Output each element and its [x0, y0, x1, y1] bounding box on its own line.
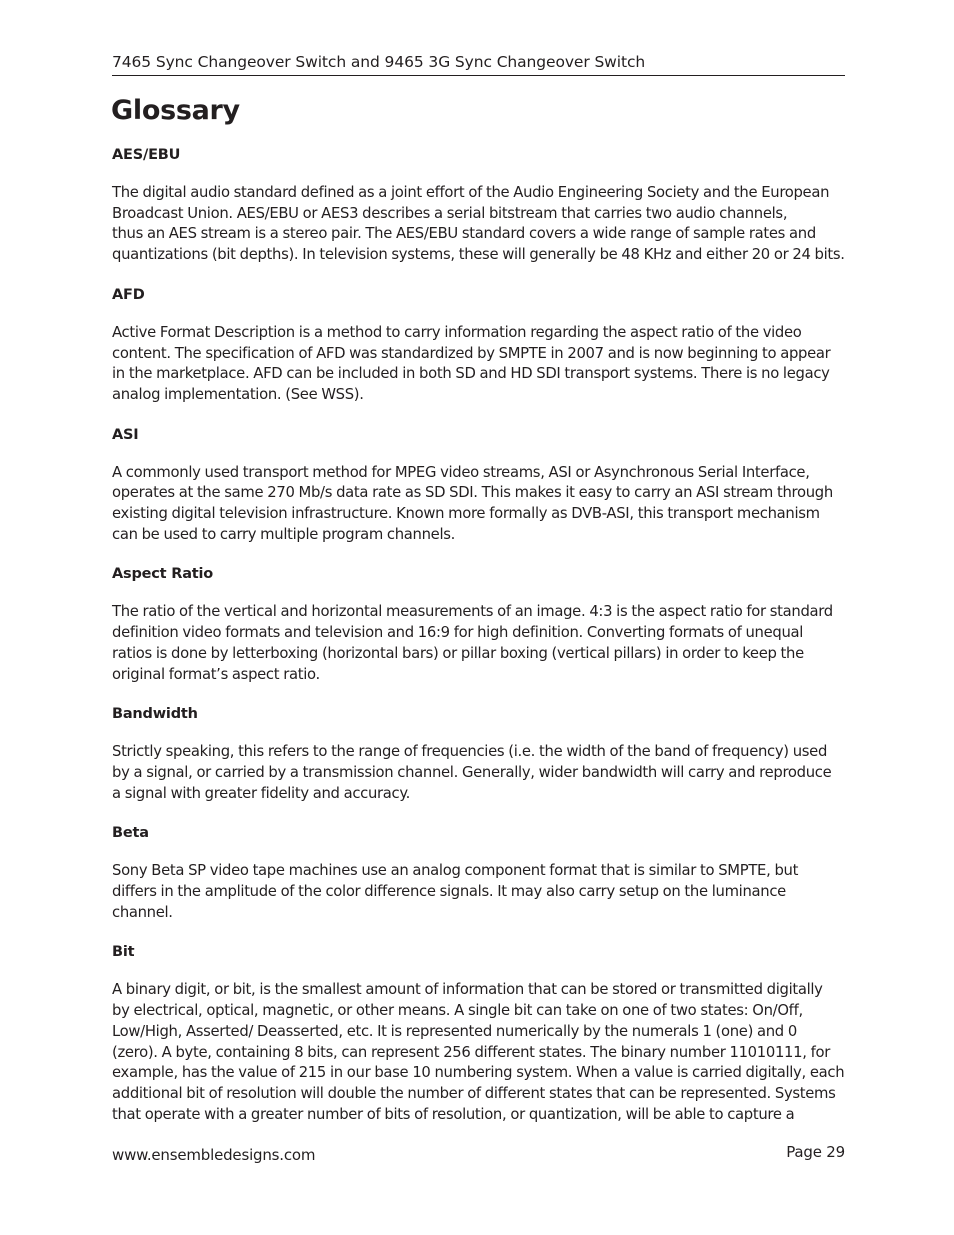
definition-line: ratios is done by letterboxing (horizontal bars) or pillar boxing (vertical pillars) in order to keep the: [112, 644, 804, 662]
definition-line: existing digital television infrastructure. Known more formally as DVB-ASI, this transport mechanism: [112, 505, 820, 523]
header-rule: [112, 75, 845, 76]
page-title: Glossary: [111, 95, 240, 126]
glossary-definition: [112, 463, 852, 546]
definition-line: a signal with greater fidelity and accuracy.: [112, 784, 411, 802]
definition-line: Active Format Description is a method to carry information regarding the aspect ratio of the video: [112, 323, 802, 341]
glossary-entry: [112, 563, 852, 685]
glossary-entry: [112, 144, 852, 266]
definition-line: by a signal, or carried by a transmission channel. Generally, wider bandwidth will carry and reproduce: [112, 763, 832, 781]
glossary-entry: [112, 703, 852, 804]
definition-line: A binary digit, or bit, is the smallest amount of information that can be stored or transmitted digitally: [112, 981, 823, 999]
glossary-term: Bandwidth: [112, 706, 198, 723]
glossary-term: Bit: [112, 944, 135, 961]
glossary-definition: [112, 183, 852, 266]
footer-url[interactable]: www.ensembledesigns.com: [112, 1146, 316, 1164]
definition-line: Low/High, Asserted/ Deasserted, etc. It is represented numerically by the numerals 1 (one) and 0: [112, 1022, 797, 1040]
definition-line: thus an AES stream is a stereo pair. The AES/EBU standard covers a wide range of sample rates and: [112, 225, 816, 243]
page-number: Page 29: [786, 1143, 845, 1161]
definition-line: definition video formats and television and 16:9 for high definition. Converting formats of unequal: [112, 624, 804, 642]
glossary-definition: [112, 602, 852, 685]
definition-line: channel.: [112, 903, 173, 921]
definition-line: The ratio of the vertical and horizontal measurements of an image. 4:3 is the aspect ratio for standard: [112, 603, 833, 621]
definition-line: additional bit of resolution will double the number of different states that can be represented. Systems: [112, 1084, 836, 1102]
glossary-definition: [112, 742, 852, 804]
definition-line: in the marketplace. AFD can be included in both SD and HD SDI transport systems. There is no legacy: [112, 365, 830, 383]
definition-line: example, has the value of 215 in our base 10 numbering system. When a value is carried digitally, each: [112, 1064, 845, 1082]
definition-line: The digital audio standard defined as a joint effort of the Audio Engineering Society and the European: [112, 184, 830, 201]
glossary-term: Beta: [112, 825, 149, 842]
definition-line: analog implementation. (See WSS).: [112, 385, 364, 403]
definition-line: Strictly speaking, this refers to the range of frequencies (i.e. the width of the band of frequency) used: [112, 743, 828, 761]
glossary-entry: [112, 941, 852, 1125]
definition-line: Broadcast Union. AES/EBU or AES3 describes a serial bitstream that carries two audio channels,: [112, 204, 788, 222]
definition-line: A commonly used transport method for MPEG video streams, ASI or Asynchronous Serial Interface,: [112, 463, 810, 481]
definition-line: by electrical, optical, magnetic, or other means. A single bit can take on one of two states: On/Off,: [112, 1002, 803, 1020]
definition-line: quantizations (bit depths). In television systems, these will generally be 48 KHz and either 20 or 24 bits.: [112, 246, 845, 264]
definition-line: Sony Beta SP video tape machines use an analog component format that is similar to SMPTE, but: [112, 862, 799, 880]
glossary-definition: [112, 980, 852, 1125]
glossary-entries: [112, 144, 852, 1125]
glossary-entry: [112, 284, 852, 406]
glossary-entry: [112, 424, 852, 546]
glossary-definition: [112, 861, 852, 923]
glossary-term: AES/EBU: [112, 147, 181, 163]
definition-line: differs in the amplitude of the color difference signals. It may also carry setup on the luminance: [112, 883, 786, 901]
definition-line: can be used to carry multiple program channels.: [112, 525, 456, 543]
glossary-term: Aspect Ratio: [112, 566, 214, 583]
definition-line: that operate with a greater number of bits of resolution, or quantization, will be able to capture a: [112, 1105, 795, 1123]
glossary-term: ASI: [112, 426, 139, 443]
glossary-term: AFD: [112, 286, 145, 303]
definition-line: operates at the same 270 Mb/s data rate as SD SDI. This makes it easy to carry an ASI stream through: [112, 484, 833, 502]
glossary-definition: [112, 323, 852, 406]
definition-line: original format’s aspect ratio.: [112, 665, 320, 683]
glossary-entry: [112, 822, 852, 923]
definition-line: (zero). A byte, containing 8 bits, can represent 256 different states. The binary number 11010111, for: [112, 1043, 830, 1061]
definition-line: content. The specification of AFD was standardized by SMPTE in 2007 and is now beginning to appear: [112, 344, 831, 362]
running-header: 7465 Sync Changeover Switch and 9465 3G Sync Changeover Switch: [112, 53, 646, 71]
